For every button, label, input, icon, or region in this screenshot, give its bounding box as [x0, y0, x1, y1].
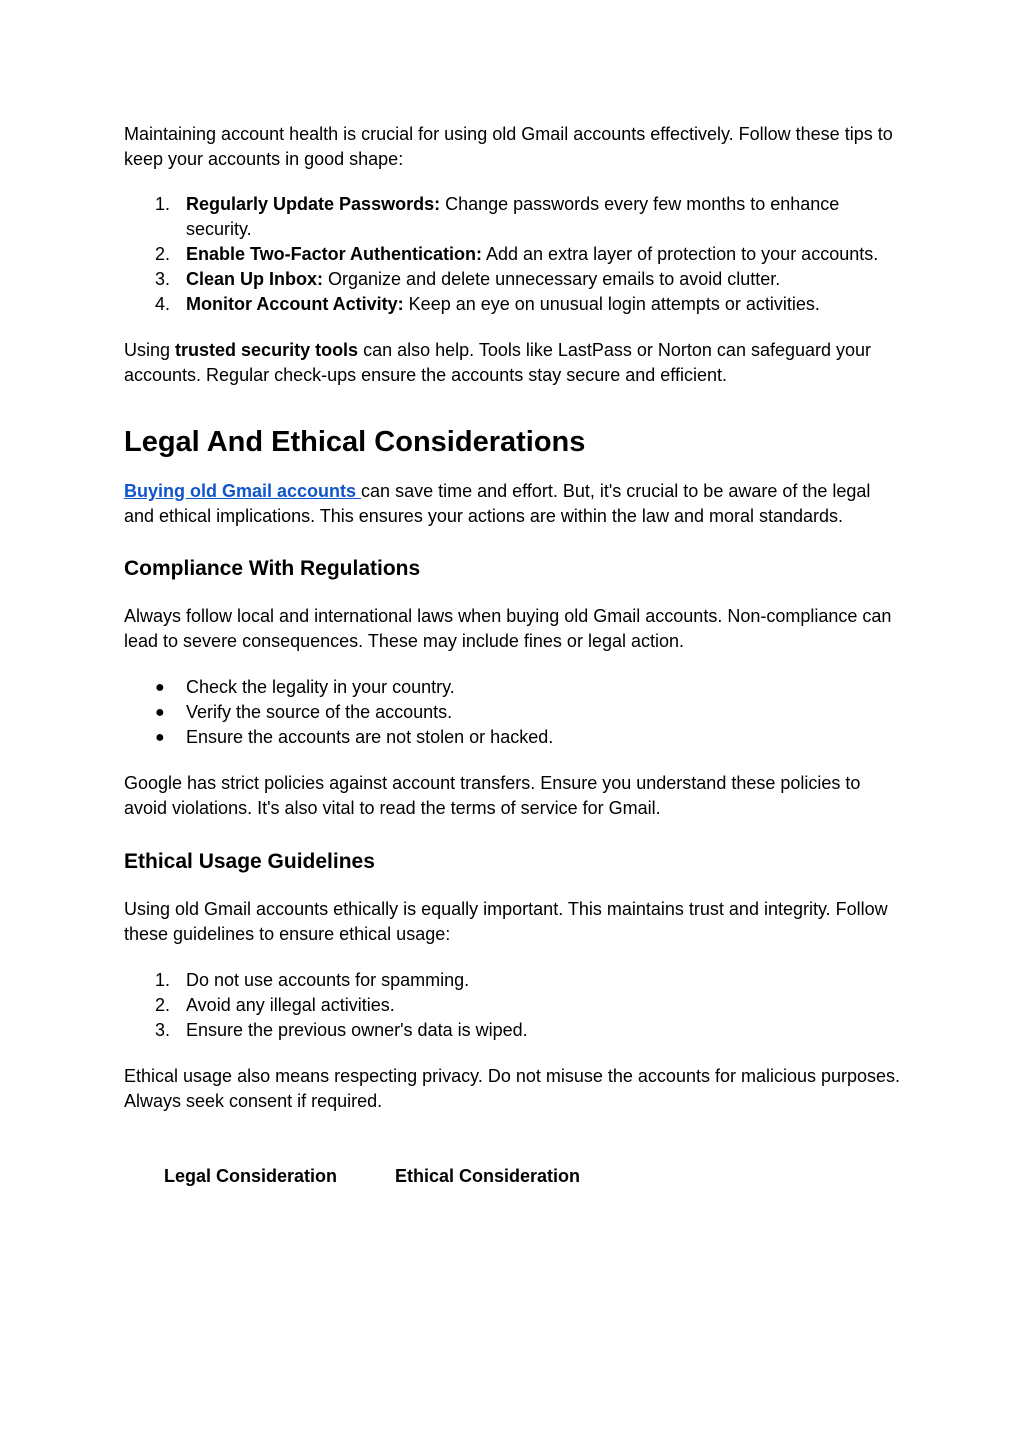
list-item: [124, 968, 904, 993]
list-item: [124, 242, 904, 267]
list-text: Do not use accounts for spamming.: [186, 970, 470, 990]
tip-text: Add an extra layer of protection to your accounts.: [482, 244, 879, 264]
tools-prefix: Using: [124, 340, 176, 360]
tip-title: Regularly Update Passwords:: [186, 194, 441, 214]
list-number: 2.: [155, 244, 171, 264]
list-number: 4.: [155, 294, 171, 314]
list-number: 1.: [155, 970, 171, 990]
bullet-marker: ●: [155, 704, 165, 721]
list-item: [124, 192, 904, 242]
compliance-outro: Google has strict policies against account transfers. Ensure you understand these policies to avoid violations. It's also vital to read the terms of service for Gmail.: [124, 773, 861, 818]
tip-title: Clean Up Inbox:: [186, 269, 324, 289]
list-item: [124, 267, 904, 292]
tip-title: Enable Two-Factor Authentication:: [186, 244, 482, 264]
table-header-legal: Legal Consideration: [164, 1166, 338, 1186]
tip-text: Keep an eye on unusual login attempts or activities.: [403, 294, 820, 314]
ethical-intro: Using old Gmail accounts ethically is equally important. This maintains trust and integrity. Follow these guidelines to ensure ethical usage:: [124, 899, 888, 944]
list-text: Avoid any illegal activities.: [186, 995, 395, 1015]
compliance-heading: Compliance With Regulations: [124, 557, 421, 580]
tip-text: Organize and delete unnecessary emails to avoid clutter.: [323, 269, 781, 289]
bullet-text: Check the legality in your country.: [186, 677, 455, 697]
compliance-list: [124, 675, 904, 750]
legal-intro-text: can save time and effort. But, it's crucial to be aware of the legal and ethical implications. This ensures your actions are within the law and moral standards.: [124, 481, 871, 526]
legal-heading: Legal And Ethical Considerations: [124, 426, 586, 458]
compliance-intro: Always follow local and international laws when buying old Gmail accounts. Non-compliance can lead to severe consequences. These may include fines or legal action.: [124, 606, 892, 651]
tools-bold: trusted security tools: [175, 340, 359, 360]
tools-paragraph: [124, 338, 904, 388]
bullet-text: Ensure the accounts are not stolen or hacked.: [186, 727, 554, 747]
tips-list: [124, 192, 904, 317]
bullet-text: Verify the source of the accounts.: [186, 702, 453, 722]
list-item: [124, 1018, 904, 1043]
list-number: 3.: [155, 1020, 171, 1040]
list-number: 1.: [155, 194, 171, 214]
table-header-ethical: Ethical Consideration: [395, 1166, 581, 1186]
list-item: [124, 725, 904, 750]
document-page: [124, 122, 904, 1194]
tip-text: Change passwords every few months to enhance security.: [186, 194, 840, 239]
list-item: [124, 675, 904, 700]
bullet-marker: ●: [155, 679, 165, 696]
buying-accounts-link[interactable]: Buying old Gmail accounts: [124, 481, 362, 501]
ethical-outro: Ethical usage also means respecting privacy. Do not misuse the accounts for malicious purposes. Always seek consent if required.: [124, 1066, 901, 1111]
legal-intro-paragraph: [124, 479, 904, 529]
list-item: [124, 993, 904, 1018]
list-number: 2.: [155, 995, 171, 1015]
ethical-list: [124, 968, 904, 1043]
comparison-table-header: [124, 1164, 904, 1194]
list-text: Ensure the previous owner's data is wiped.: [186, 1020, 528, 1040]
list-number: 3.: [155, 269, 171, 289]
bullet-marker: ●: [155, 729, 165, 746]
tools-suffix: can also help. Tools like LastPass or Norton can safeguard your accounts. Regular check-ups ensure the accounts stay secure and efficient.: [124, 340, 872, 385]
intro-paragraph: Maintaining account health is crucial for using old Gmail accounts effectively. Follow these tips to keep your accounts in good shape:: [124, 124, 893, 169]
ethical-heading: Ethical Usage Guidelines: [124, 850, 375, 873]
list-item: [124, 700, 904, 725]
list-item: [124, 292, 904, 317]
tip-title: Monitor Account Activity:: [186, 294, 404, 314]
